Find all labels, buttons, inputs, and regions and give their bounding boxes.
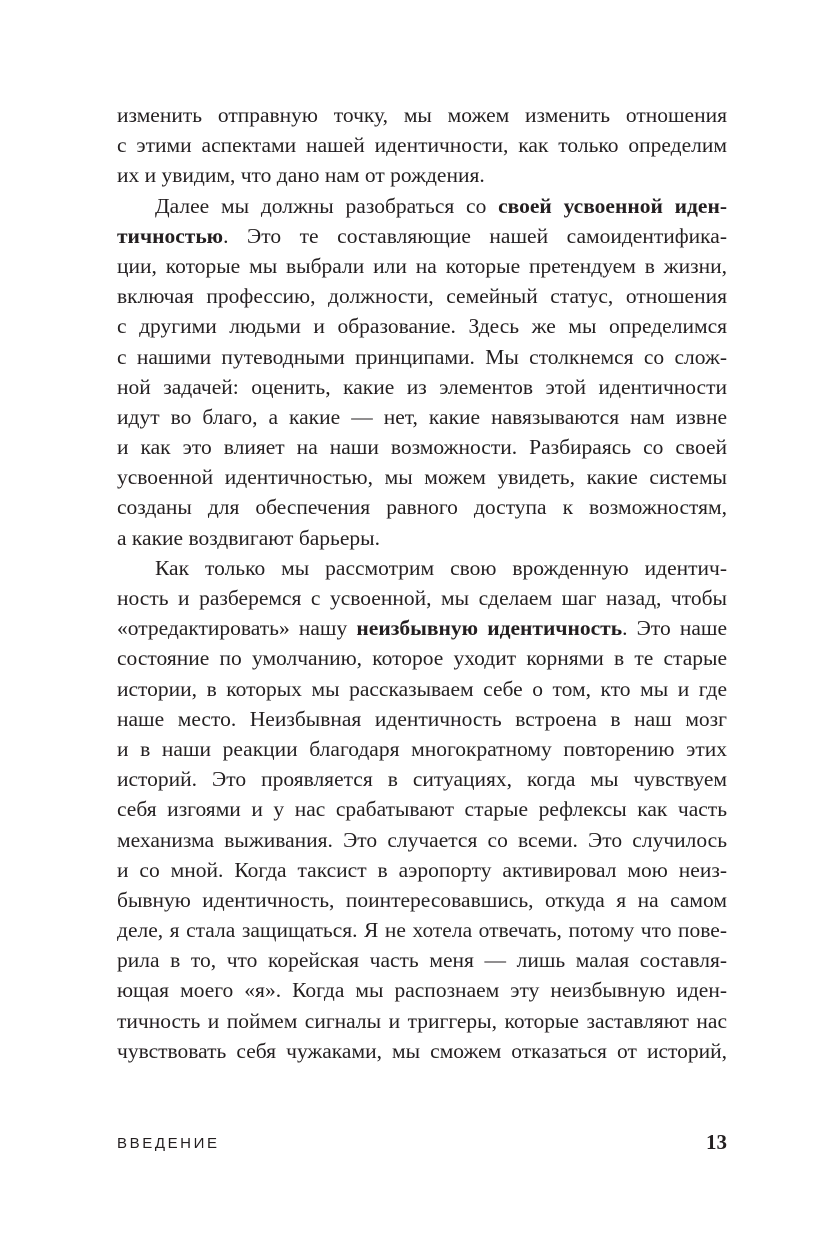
text-segment: тичность и поймем сигналы и триггеры, которые заставляют нас xyxy=(117,1008,727,1033)
text-line xyxy=(117,221,727,251)
text-line xyxy=(117,402,727,432)
text-segment: «отредактировать» нашу xyxy=(117,616,357,641)
text-line xyxy=(117,462,727,492)
text-line xyxy=(117,130,727,160)
running-head: ВВЕДЕНИЕ xyxy=(117,1135,220,1152)
text-line xyxy=(117,825,727,855)
text-line xyxy=(117,764,727,794)
text-segment: и со мной. Когда таксист в аэропорту активировал мою неиз- xyxy=(117,857,727,882)
text-segment: ной задачей: оценить, какие из элементов этой идентичности xyxy=(117,374,727,399)
text-line xyxy=(117,794,727,824)
text-segment: с нашими путеводными принципами. Мы столкнемся со слож- xyxy=(117,344,727,369)
text-segment: истории, в которых мы рассказываем себе о том, кто мы и где xyxy=(117,676,727,701)
text-segment: себя изгоями и у нас срабатывают старые рефлексы как часть xyxy=(117,797,727,822)
text-line xyxy=(117,734,727,764)
text-line xyxy=(117,281,727,311)
text-segment: и в наши реакции благодаря многократному повторению этих xyxy=(117,736,727,761)
text-line xyxy=(117,251,727,281)
text-line xyxy=(117,915,727,945)
text-segment: изменить отправную точку, мы можем изменить отношения xyxy=(117,103,727,127)
text-segment: а какие воздвигают барьеры. xyxy=(117,525,380,550)
bold-term: тичностью xyxy=(117,223,224,248)
bold-term: неизбывную идентичность xyxy=(356,616,623,641)
text-line xyxy=(117,160,727,190)
text-line xyxy=(117,975,727,1005)
text-line xyxy=(117,613,727,643)
text-segment: ность и разберемся с усвоенной, мы сделаем шаг назад, чтобы xyxy=(117,586,727,610)
text-segment: ции, которые мы выбрали или на которые претендуем в жизни, xyxy=(117,253,727,278)
text-line xyxy=(117,372,727,402)
text-segment: Далее мы должны разобраться со xyxy=(155,193,499,218)
text-line xyxy=(117,523,727,553)
text-segment: историй. Это проявляется в ситуациях, когда мы чувствуем xyxy=(117,767,727,792)
text-line xyxy=(117,311,727,341)
text-segment: . Это наше xyxy=(622,616,728,641)
text-line xyxy=(117,553,727,583)
body-text xyxy=(117,100,727,1066)
text-segment: усвоенной идентичностью, мы можем увидеть, какие системы xyxy=(117,465,727,490)
text-segment: состояние по умолчанию, которое уходит корнями в те старые xyxy=(117,646,727,671)
bold-term: своей усвоенной иден- xyxy=(498,193,728,218)
text-line xyxy=(117,1036,727,1066)
page-number: 13 xyxy=(706,1130,727,1154)
text-line xyxy=(117,432,727,462)
text-segment: ющая моего «я». Когда мы распознаем эту неизбывную иден- xyxy=(117,978,727,1003)
text-line xyxy=(117,674,727,704)
text-line xyxy=(117,855,727,885)
text-line xyxy=(117,191,727,221)
text-segment: чувствовать себя чужаками, мы сможем отказаться от историй, xyxy=(117,1038,727,1063)
text-segment: включая профессию, должности, семейный статус, отношения xyxy=(117,284,727,309)
text-line xyxy=(117,492,727,522)
text-segment: с этими аспектами нашей идентичности, как только определим xyxy=(117,133,727,158)
text-segment: созданы для обеспечения равного доступа к возможностям, xyxy=(117,495,727,520)
text-segment: бывную идентичность, поинтересовавшись, откуда я на самом xyxy=(117,887,727,912)
text-segment: рила в то, что корейская часть меня — лишь малая составля- xyxy=(117,948,727,973)
text-segment: деле, я стала защищаться. Я не хотела отвечать, потому что пове- xyxy=(117,918,727,943)
text-segment: с другими людьми и образование. Здесь же мы определимся xyxy=(117,314,727,339)
text-line xyxy=(117,1006,727,1036)
text-line xyxy=(117,945,727,975)
text-segment: механизма выживания. Это случается со всеми. Это случилось xyxy=(117,827,727,852)
text-line xyxy=(117,704,727,734)
text-segment: их и увидим, что дано нам от рождения. xyxy=(117,163,485,188)
text-line xyxy=(117,643,727,673)
text-segment: идут во благо, а какие — нет, какие навязываются нам извне xyxy=(117,404,727,429)
text-line xyxy=(117,100,727,130)
text-line xyxy=(117,885,727,915)
text-line xyxy=(117,583,727,613)
text-segment: Как только мы рассмотрим свою врожденную идентич- xyxy=(155,555,727,580)
text-segment: наше место. Неизбывная идентичность встроена в наш мозг xyxy=(117,706,727,731)
text-line xyxy=(117,342,727,372)
text-segment: и как это влияет на наши возможности. Разбираясь со своей xyxy=(117,435,727,460)
text-segment: . Это те составляющие нашей самоидентифика- xyxy=(223,223,727,248)
